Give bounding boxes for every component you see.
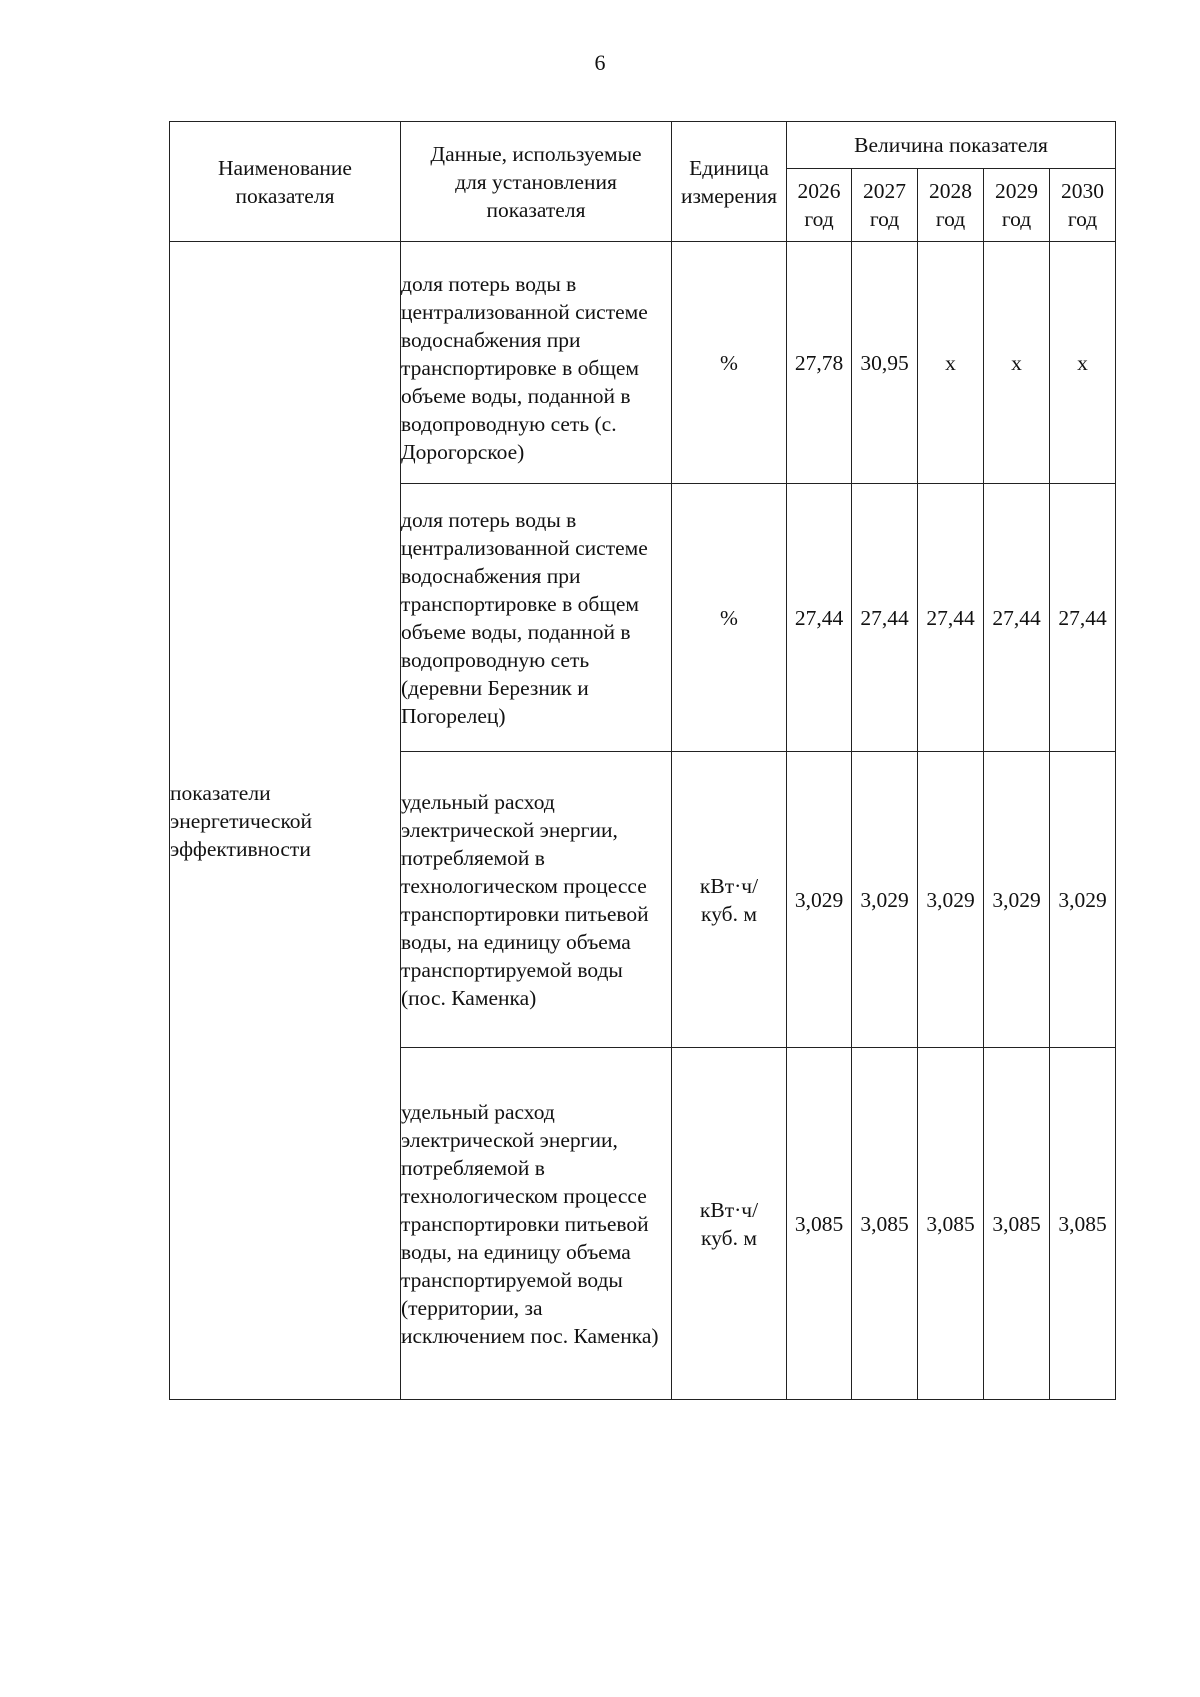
row-value: 3,085 — [918, 1048, 984, 1400]
row-value: 3,029 — [918, 752, 984, 1048]
header-year: 2029 год — [984, 169, 1050, 242]
row-value: х — [984, 242, 1050, 484]
row-unit: % — [672, 242, 787, 484]
row-unit: кВт·ч/ куб. м — [672, 1048, 787, 1400]
row-value: 30,95 — [852, 242, 918, 484]
row-value: 27,44 — [787, 484, 852, 752]
row-value: 3,085 — [1050, 1048, 1116, 1400]
header-year: 2027 год — [852, 169, 918, 242]
row-value: 3,029 — [1050, 752, 1116, 1048]
header-row-top — [170, 122, 1116, 169]
row-value: 27,44 — [852, 484, 918, 752]
row-unit: % — [672, 484, 787, 752]
row-unit: кВт·ч/ куб. м — [672, 752, 787, 1048]
header-year: 2026 год — [787, 169, 852, 242]
row-value: 3,085 — [984, 1048, 1050, 1400]
row-description: доля потерь воды в централизованной системе водоснабжения при транспортировке в общем объеме воды, поданной в водопроводную сеть (с. Дорогорское) — [401, 242, 672, 484]
row-value: 3,029 — [787, 752, 852, 1048]
row-value: 3,085 — [787, 1048, 852, 1400]
indicators-table — [169, 121, 1116, 1400]
header-year: 2030 год — [1050, 169, 1116, 242]
header-data-used: Данные, используемые для установления показателя — [401, 122, 672, 242]
page-number: 6 — [594, 50, 606, 75]
row-value: 3,085 — [852, 1048, 918, 1400]
group-name: показатели энергетической эффективности — [170, 242, 401, 1400]
row-value: 27,78 — [787, 242, 852, 484]
row-description: доля потерь воды в централизованной системе водоснабжения при транспортировке в общем объеме воды, поданной в водопроводную сеть (деревни Березник и Погорелец) — [401, 484, 672, 752]
row-value: х — [1050, 242, 1116, 484]
row-value: 3,029 — [984, 752, 1050, 1048]
row-value: 27,44 — [918, 484, 984, 752]
row-value: 27,44 — [1050, 484, 1116, 752]
header-value: Величина показателя — [787, 122, 1116, 169]
header-year: 2028 год — [918, 169, 984, 242]
row-value: 27,44 — [984, 484, 1050, 752]
header-unit: Единица измерения — [672, 122, 787, 242]
header-indicator-name: Наименование показателя — [170, 122, 401, 242]
table-row — [170, 242, 1116, 484]
row-value: х — [918, 242, 984, 484]
row-description: удельный расход электрической энергии, потребляемой в технологическом процессе транспортировки питьевой воды, на единицу объема транспортируемой воды (территории, за исключением пос. Каменка) — [401, 1048, 672, 1400]
row-value: 3,029 — [852, 752, 918, 1048]
row-description: удельный расход электрической энергии, потребляемой в технологическом процессе транспортировки питьевой воды, на единицу объема транспортируемой воды (пос. Каменка) — [401, 752, 672, 1048]
